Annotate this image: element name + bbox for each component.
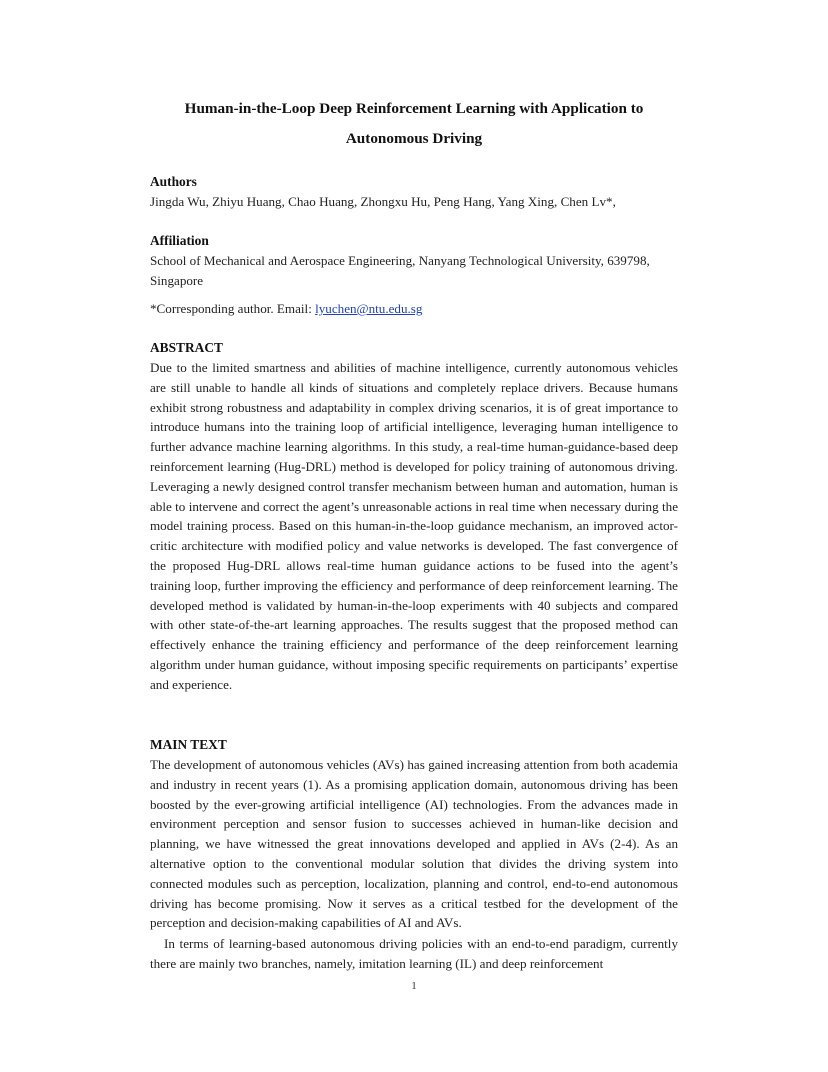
page-number: 1 bbox=[411, 980, 417, 992]
affiliation-heading: Affiliation bbox=[150, 233, 209, 248]
authors-list: Jingda Wu, Zhiyu Huang, Chao Huang, Zhongxu Hu, Peng Hang, Yang Xing, Chen Lv*, bbox=[150, 194, 616, 209]
email-link[interactable]: lyuchen@ntu.edu.sg bbox=[315, 301, 423, 316]
corresponding-author bbox=[150, 299, 678, 319]
corresponding-label: *Corresponding author. Email: bbox=[150, 301, 316, 316]
abstract-heading: ABSTRACT bbox=[150, 340, 223, 355]
main-text-heading: MAIN TEXT bbox=[150, 737, 227, 752]
abstract-text: Due to the limited smartness and abilities of machine intelligence, currently autonomous vehicles are still unable to handle all kinds of situations and completely replace drivers. Because humans exhibit strong robustness and adaptability in complex driving scenarios, it is of great importance to introduce humans into the training loop of artificial intelligence, leveraging human intelligence to further advance machine learning algorithms. In this study, a real-time human-guidance-based deep reinforcement learning (Hug-DRL) method is developed for policy training of autonomous driving. Leveraging a newly designed control transfer mechanism between human and automation, human is able to intervene and correct the agent’s unreasonable actions in real time when necessary during the model training process. Based on this human-in-the-loop guidance mechanism, an improved actor-critic architecture with modified policy and value networks is developed. The fast convergence of the proposed Hug-DRL allows real-time human guidance actions to be fused into the agent’s training loop, further improving the efficiency and performance of deep reinforcement learning. The developed method is validated by human-in-the-loop experiments with 40 subjects and compared with other state-of-the-art learning approaches. The results suggest that the proposed method can effectively enhance the training efficiency and performance of the deep reinforcement learning algorithm under human guidance, without imposing specific requirements on participants’ expertise and experience. bbox=[150, 360, 678, 692]
authors-heading: Authors bbox=[150, 174, 197, 189]
main-text-paragraph-1: The development of autonomous vehicles (AVs) has gained increasing attention from both academia and industry in recent years (1). As a promising application domain, autonomous driving has been boosted by the ever-growing artificial intelligence (AI) technologies. From the advances made in environment perception and sensor fusion to successes achieved in human-like decision and planning, we have witnessed the great innovations developed and applied in AVs (2-4). As an alternative option to the conventional modular solution that divides the driving system into connected modules such as perception, localization, planning and control, end-to-end autonomous driving has become promising. Now it serves as a critical testbed for the development of the perception and decision-making capabilities of AI and AVs. bbox=[150, 757, 678, 931]
main-text-paragraph-2: In terms of learning-based autonomous driving policies with an end-to-end paradigm, currently there are mainly two branches, namely, imitation learning (IL) and deep reinforcement bbox=[150, 936, 678, 971]
affiliation-text: School of Mechanical and Aerospace Engineering, Nanyang Technological University, 639798, Singapore bbox=[150, 253, 650, 288]
paper-title: Human-in-the-Loop Deep Reinforcement Learning with Application to Autonomous Driving bbox=[184, 100, 644, 147]
